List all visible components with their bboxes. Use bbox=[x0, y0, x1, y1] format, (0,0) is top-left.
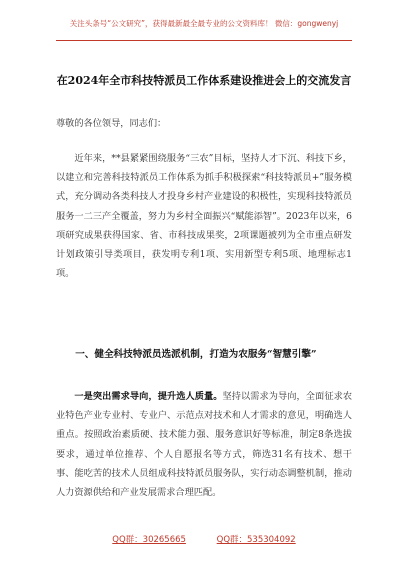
document-title: 在2024年全市科技特派员工作体系建设推进会上的交流发言 bbox=[56, 74, 352, 87]
paragraph-lead: 一是突出需求导向，提升选人质量。 bbox=[74, 391, 223, 402]
footer-qq-group-2[interactable]: QQ群：535304092 bbox=[216, 535, 296, 545]
footer bbox=[0, 533, 408, 545]
paragraph-body: 坚持以需求为导向，全面征求农业特色产业专业村、专业户、示范点对技术和人才需求的意见，明确选人重点。按照政治素质硬、技术能力强、服务意识好等标准，制定8条选拔要求，通过单位推荐、个人自愿报名等方式，筛选31名有技术、想干事、能吃苦的技术人员组成科技特派员服务队，实行动态调整机制，推动人力资源供给和产业发展需求合理匹配。 bbox=[56, 391, 353, 499]
header-banner: 关注头条号“公文研究”，获得最新最全最专业的公文资料库！ 微信：gongwenyj bbox=[69, 19, 339, 28]
footer-qq-group-1[interactable]: QQ群：30265665 bbox=[112, 535, 186, 545]
section-heading-1: 一、健全科技特派员选派机制，打造为农服务“智慧引擎” bbox=[75, 349, 317, 360]
greeting: 尊敬的各位领导，同志们： bbox=[56, 118, 167, 129]
paragraph-intro: 近年来，**县紧紧围绕服务“三农”目标，坚持人才下沉、科技下乡，以建立和完善科技特派员工作体系为抓手积极探索“科技特派员+”服务模式，充分调动各类科技人才投身乡村产业建设的积极性，实现科技特派员服务一二三产全覆盖，努力为乡村全面振兴“赋能添智”。2023年以来，6项研究成果获得国家、省、市科技成果奖，2项课题被列为全市重点研发计划政策引导类项目，获发明专利1项、实用新型专利5项、地理标志1项。 bbox=[56, 153, 352, 280]
paragraph-section-1 bbox=[56, 387, 352, 502]
header-divider bbox=[56, 40, 352, 41]
